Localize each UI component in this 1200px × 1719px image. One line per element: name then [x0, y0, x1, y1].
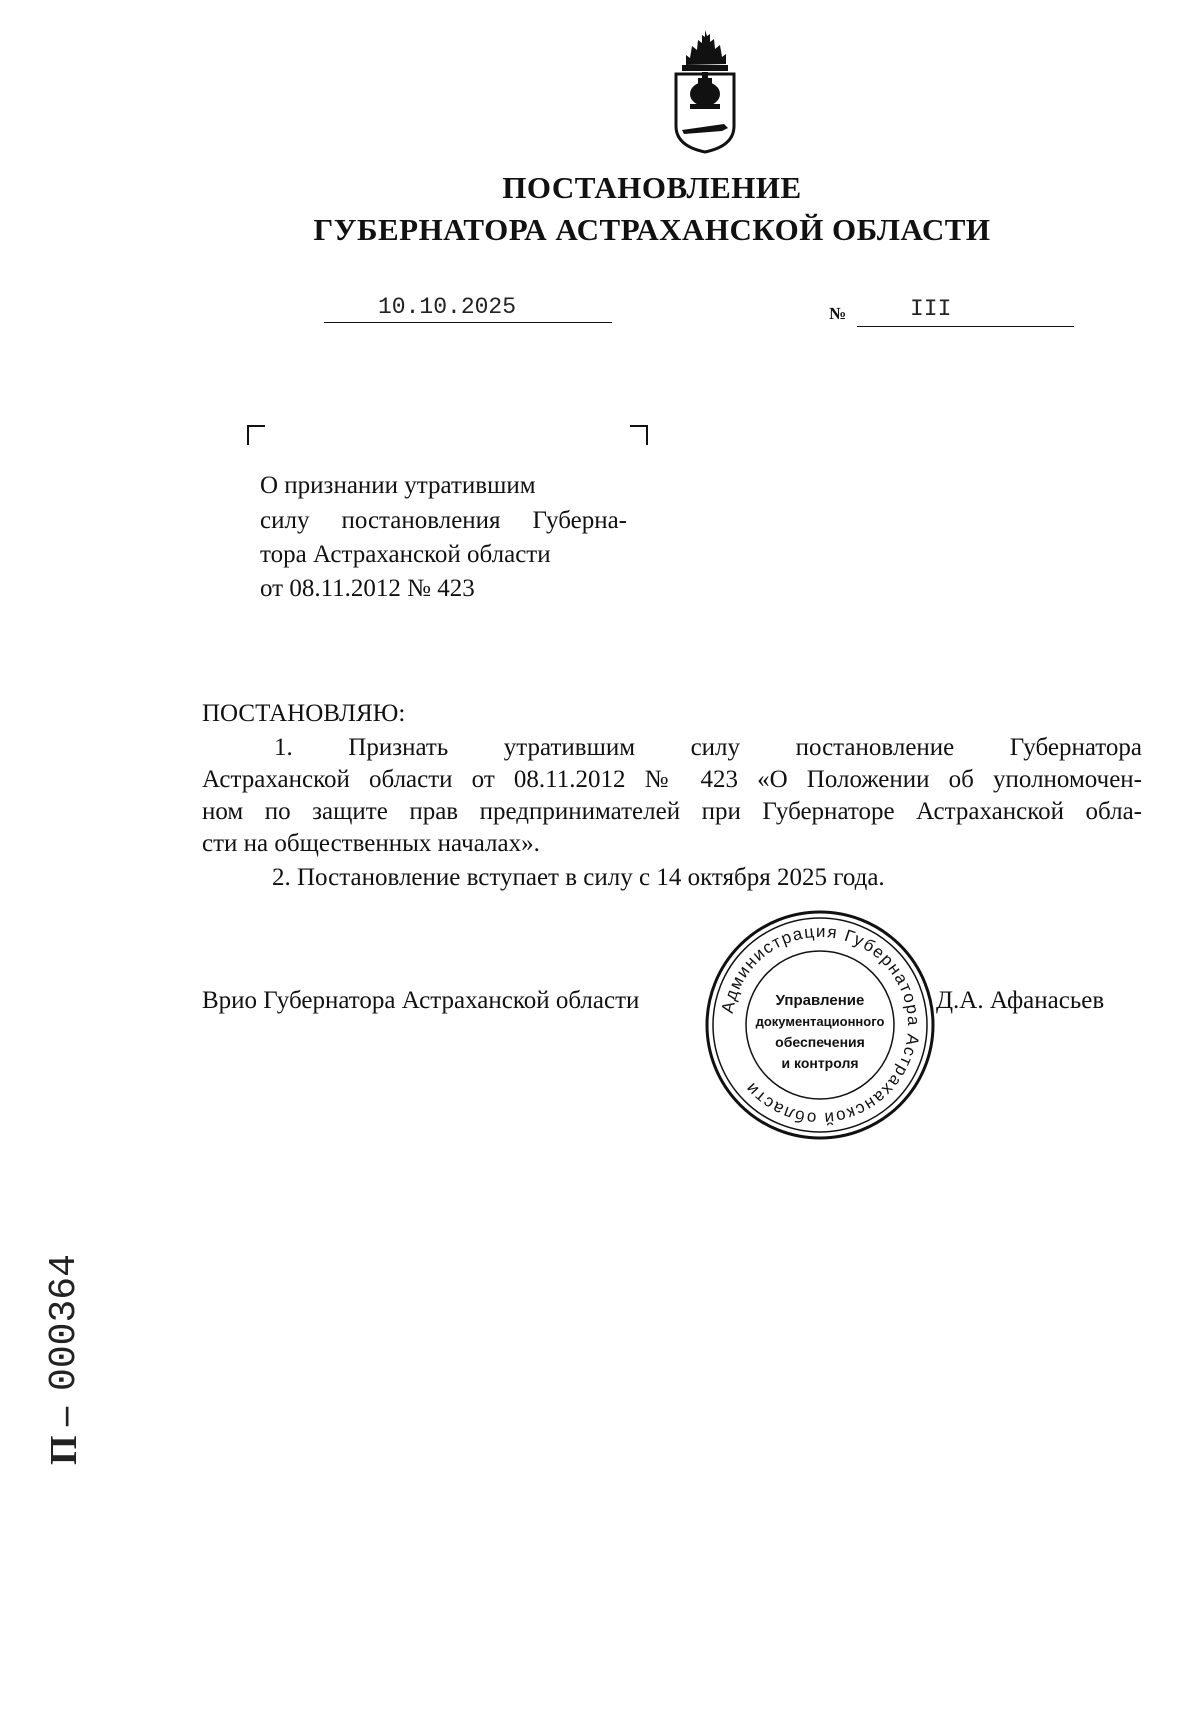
serial-number	[40, 1254, 88, 1465]
paragraph-1-line: ном по защите прав предпринимателей при Губернаторе Астраханской обла-	[202, 798, 1142, 825]
subject-line: силу постановления Губерна-	[260, 507, 627, 534]
signer-title: Врио Губернатора Астраханской области	[202, 987, 640, 1014]
paragraph-1-line: сти на общественных началах».	[202, 830, 540, 857]
subject-line: от 08.11.2012 № 423	[260, 575, 475, 602]
number-underline	[857, 326, 1074, 327]
stamp-center-line: Управление	[775, 992, 865, 1009]
issuing-authority-title: ГУБЕРНАТОРА АСТРАХАНСКОЙ ОБЛАСТИ	[313, 212, 991, 247]
subject-corner-left	[247, 425, 265, 445]
document-number: III	[910, 296, 952, 322]
coat-of-arms-icon	[668, 28, 742, 156]
subject-line: О признании утратившим	[260, 472, 536, 499]
decree-word: ПОСТАНОВЛЯЮ:	[202, 700, 406, 727]
paragraph-2: 2. Постановление вступает в силу с 14 октября 2025 года.	[272, 864, 885, 891]
paragraph-1-line: Астраханской области от 08.11.2012 № 423 «О Положении об уполномочен-	[202, 766, 1142, 793]
paragraph-1-line: 1. Признать утратившим силу постановление Губернатора	[274, 734, 1142, 761]
official-stamp	[700, 905, 940, 1145]
serial-prefix: П –	[43, 1406, 85, 1465]
stamp-center-line: и контроля	[781, 1055, 859, 1071]
subject-corner-right	[630, 425, 648, 445]
date-underline	[324, 322, 612, 323]
stamp-center-line: обеспечения	[775, 1034, 865, 1050]
stamp-ring-text: Администрация Губернатора Астраханской области	[717, 921, 924, 1129]
document-type-title: ПОСТАНОВЛЕНИЕ	[502, 170, 802, 205]
signer-name: Д.А. Афанасьев	[936, 987, 1105, 1014]
serial-value: 000364	[42, 1254, 86, 1391]
stamp-center-line: документационного	[755, 1014, 885, 1029]
subject-line: тора Астраханской области	[260, 541, 551, 568]
document-date: 10.10.2025	[378, 294, 517, 320]
number-sign-label: №	[829, 304, 847, 323]
